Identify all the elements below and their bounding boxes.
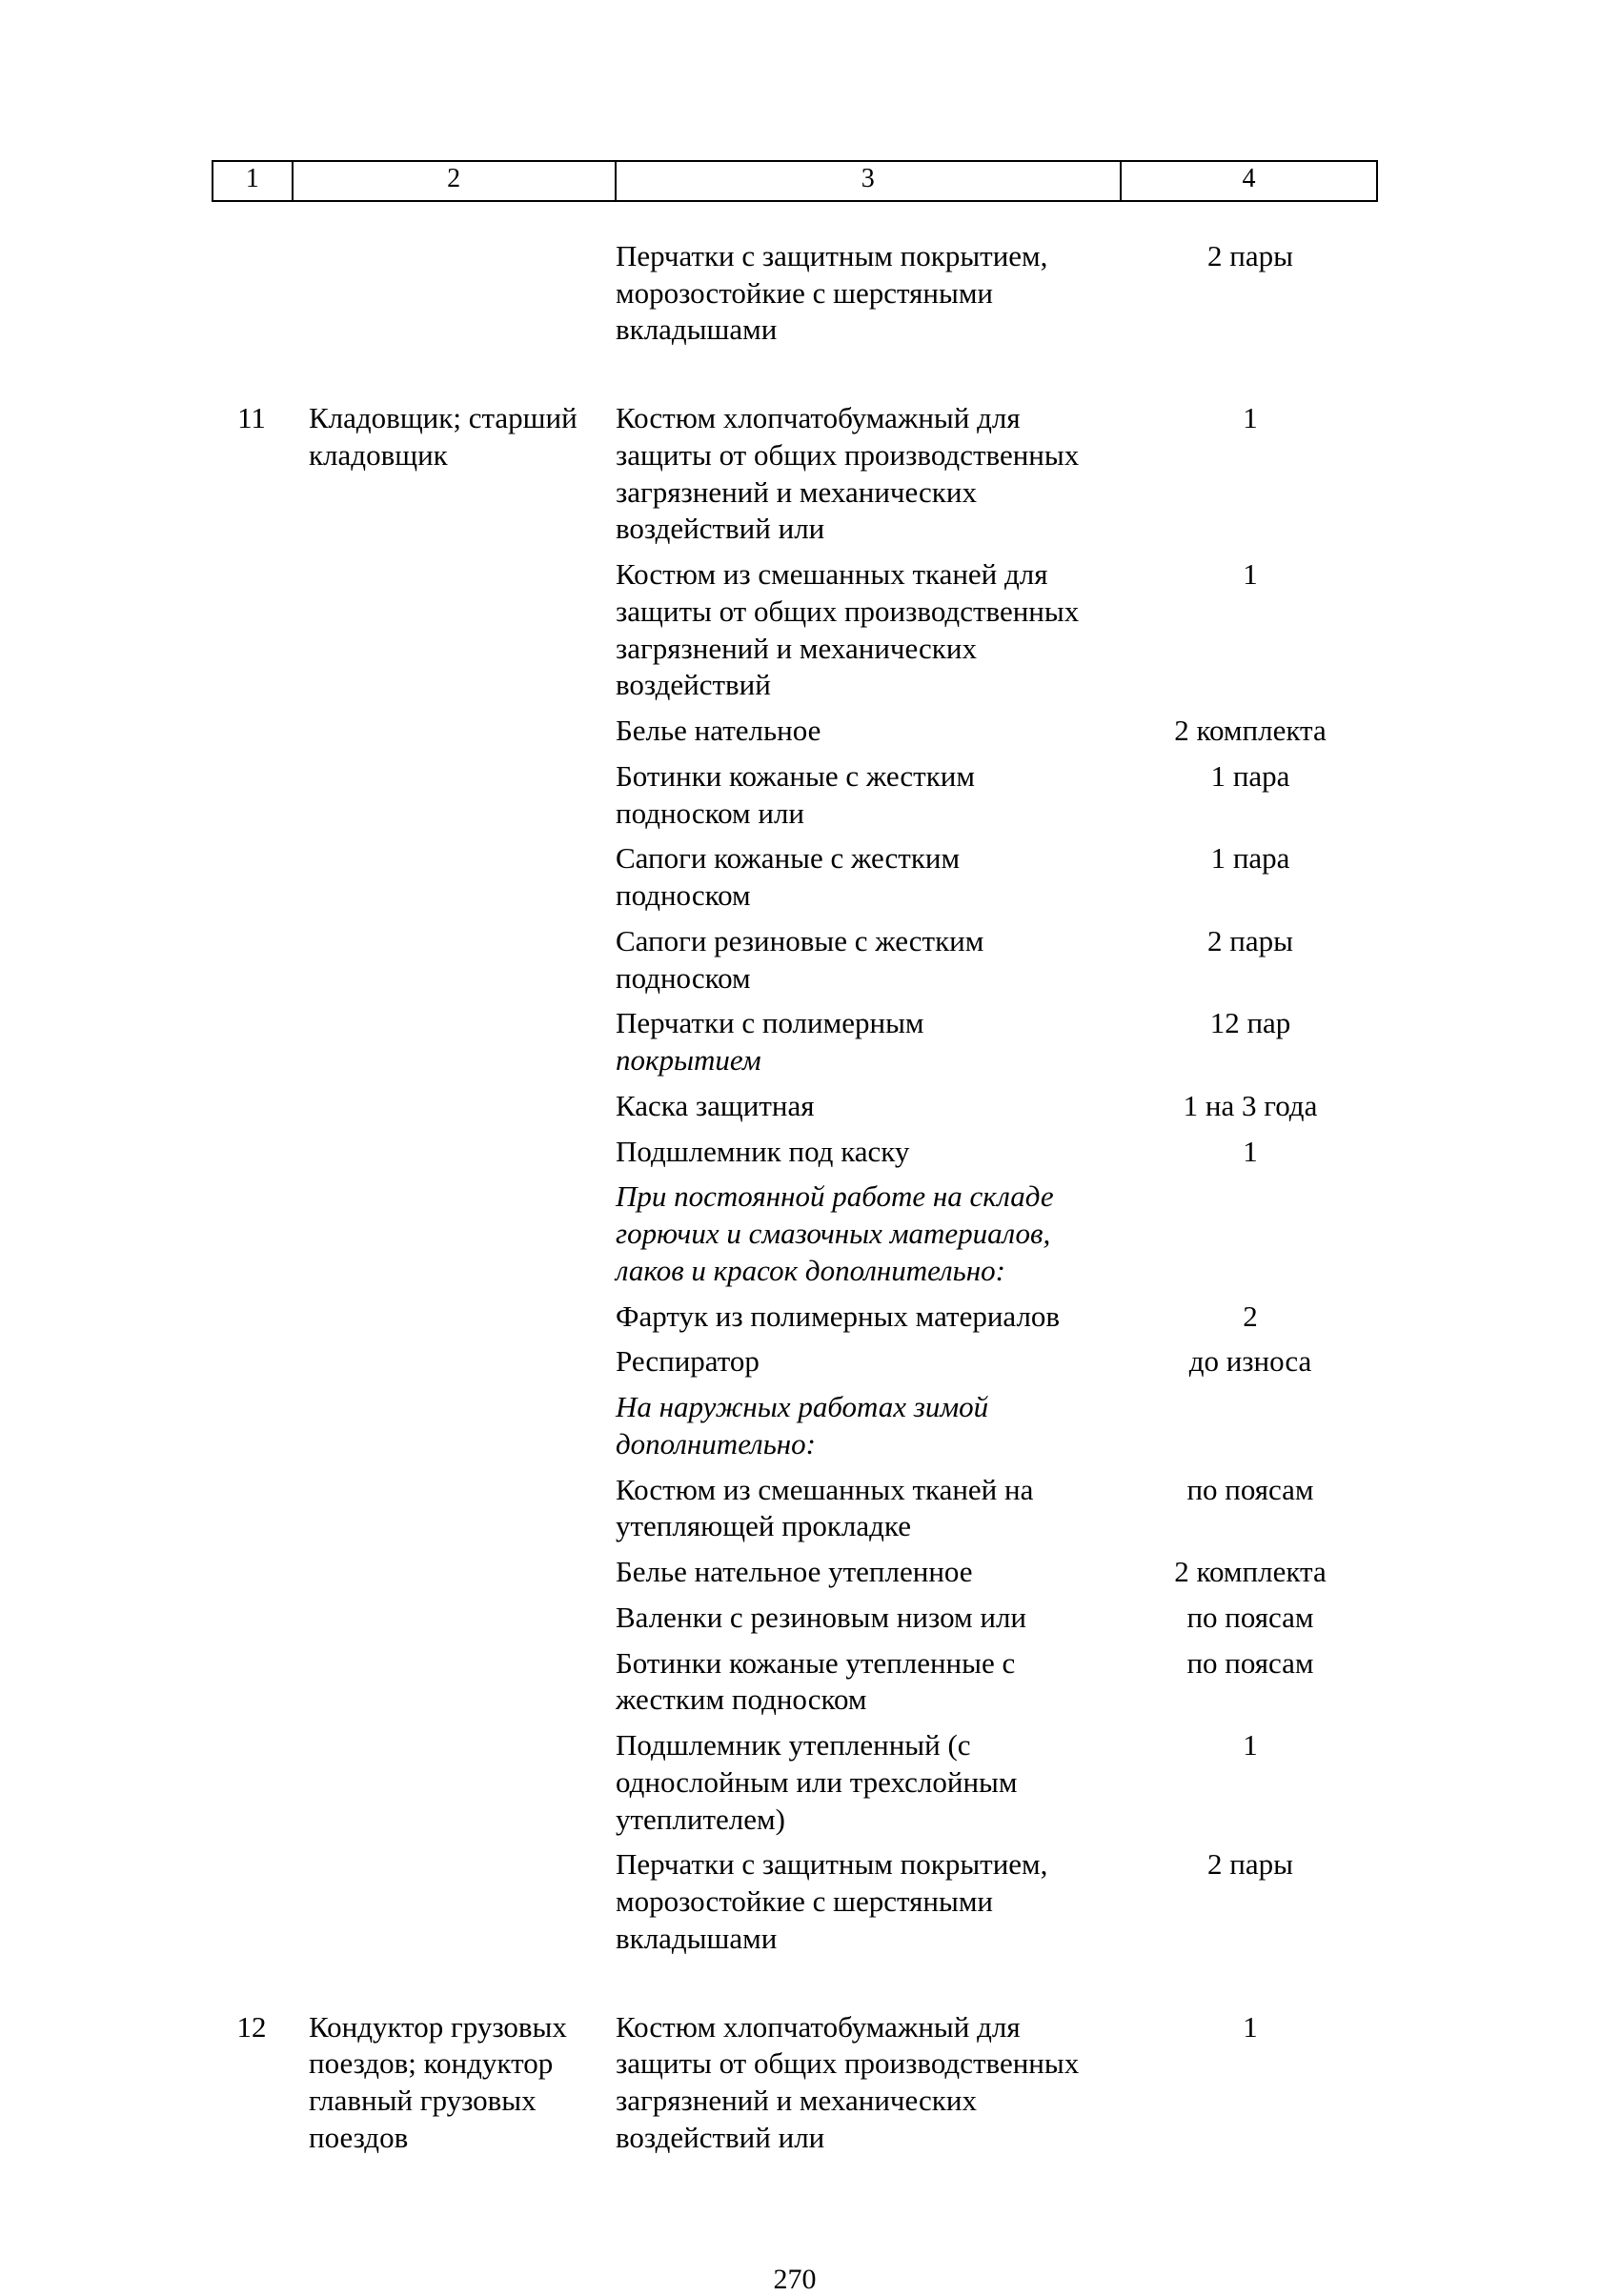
- item-text: Сапоги кожаные с жестким подноском: [616, 841, 961, 913]
- table-body: [212, 238, 1378, 2157]
- issue-norm: 12 пар: [1209, 1006, 1291, 1040]
- item-row: [616, 1645, 1378, 1720]
- items-column: [616, 238, 1378, 349]
- issue-norm: 2 комплекта: [1174, 714, 1327, 748]
- profession-name: Кондуктор грузовых поездов; кондуктор главный грузовых поездов: [309, 2009, 567, 2154]
- issue-norm: 1: [1243, 1728, 1258, 1762]
- issue-norm: 1: [1243, 557, 1258, 592]
- item-text: Фартук из полимерных материалов: [616, 1299, 1061, 1333]
- table-row: [212, 2009, 1378, 2157]
- issue-norm: до износа: [1188, 1344, 1312, 1379]
- items-column: [616, 400, 1378, 1958]
- issue-norm: 2 пары: [1207, 923, 1293, 957]
- item-row: [616, 713, 1378, 750]
- note-row: [616, 1389, 1378, 1463]
- profession-name: Кладовщик; старший кладовщик: [309, 401, 577, 472]
- item-text: Перчатки с защитным покрытием, морозостойкие с шерстяными вкладышами: [616, 1847, 1048, 1955]
- item-row: [616, 1727, 1378, 1838]
- item-row: [616, 923, 1378, 997]
- item-text: Ботинки кожаные утепленные с жестким подноском: [616, 1645, 1016, 1717]
- row-number: 11: [237, 401, 266, 435]
- header-cell-4: 4: [1242, 164, 1256, 193]
- item-row: [616, 1299, 1378, 1336]
- issue-norm: по поясам: [1186, 1472, 1314, 1506]
- item-text: Подшлемник под каску: [616, 1134, 910, 1168]
- issue-norm: по поясам: [1186, 1600, 1314, 1634]
- item-text: Перчатки с полимерным покрытием: [616, 1005, 1123, 1079]
- header-cell-3: 3: [617, 162, 1122, 200]
- item-row: [616, 1134, 1378, 1171]
- item-text: Респиратор: [616, 1344, 760, 1379]
- item-row: [616, 1088, 1378, 1125]
- issue-norm: 1: [1243, 2009, 1258, 2044]
- item-text: Белье нательное: [616, 714, 821, 748]
- issue-norm: 1: [1243, 1134, 1258, 1168]
- item-row: [616, 400, 1378, 548]
- item-text: Ботинки кожаные с жестким подноском или: [616, 758, 975, 830]
- item-text: Каска защитная: [616, 1088, 815, 1122]
- item-row: [616, 1005, 1378, 1079]
- page-number: 270: [773, 2263, 817, 2295]
- item-row: [616, 1554, 1378, 1591]
- item-row: [616, 1600, 1378, 1637]
- item-text: Костюм из смешанных тканей на утепляющей прокладке: [616, 1472, 1034, 1543]
- item-text: Перчатки с защитным покрытием, морозостойкие с шерстяными вкладышами: [616, 238, 1048, 347]
- item-text-italic-part: покрытием: [616, 1043, 761, 1078]
- item-text: Костюм хлопчатобумажный для защиты от общих производственных загрязнений и механических воздействий или: [616, 401, 1080, 546]
- item-row: [616, 840, 1378, 915]
- items-column: [616, 2009, 1378, 2157]
- issue-norm: по поясам: [1186, 1645, 1314, 1680]
- note-row: [616, 1178, 1378, 1289]
- item-row: [616, 2009, 1378, 2157]
- issue-norm: 1: [1243, 401, 1258, 435]
- item-row: [616, 1846, 1378, 1957]
- header-cell-2: 2: [294, 162, 617, 200]
- issue-norm: 1 на 3 года: [1183, 1088, 1318, 1122]
- issue-norm: 1 пара: [1210, 841, 1290, 876]
- document-page: [212, 160, 1378, 2296]
- issue-norm: 2 комплекта: [1174, 1555, 1327, 1589]
- issue-norm: 2 пары: [1207, 1847, 1293, 1882]
- table-row: [212, 400, 1378, 1958]
- issue-norm: 1 пара: [1210, 758, 1290, 793]
- item-text: Костюм из смешанных тканей для защиты от общих производственных загрязнений и механических воздействий: [616, 557, 1080, 702]
- item-row: [616, 556, 1378, 704]
- table-header-row: [212, 160, 1378, 202]
- item-row: [616, 1472, 1378, 1546]
- item-row: [616, 758, 1378, 833]
- item-row: [616, 238, 1378, 349]
- item-text: На наружных работах зимой дополнительно:: [616, 1390, 989, 1460]
- item-text: Костюм хлопчатобумажный для защиты от общих производственных загрязнений и механических воздействий или: [616, 2009, 1080, 2154]
- table-row: [212, 238, 1378, 349]
- item-text: Валенки с резиновым низом или: [616, 1600, 1027, 1634]
- issue-norm: 2 пары: [1207, 238, 1293, 272]
- item-text: Подшлемник утепленный (с однослойным или трехслойным утеплителем): [616, 1728, 1018, 1836]
- item-text: При постоянной работе на складе горючих и смазочных материалов, лаков и красок дополнительно:: [616, 1179, 1054, 1287]
- item-row: [616, 1343, 1378, 1380]
- row-number: 12: [236, 2009, 267, 2044]
- item-text: Белье нательное утепленное: [616, 1555, 973, 1589]
- item-text: Сапоги резиновые с жестким подноском: [616, 923, 984, 995]
- header-cell-1: 1: [213, 162, 294, 200]
- issue-norm: 2: [1243, 1299, 1258, 1333]
